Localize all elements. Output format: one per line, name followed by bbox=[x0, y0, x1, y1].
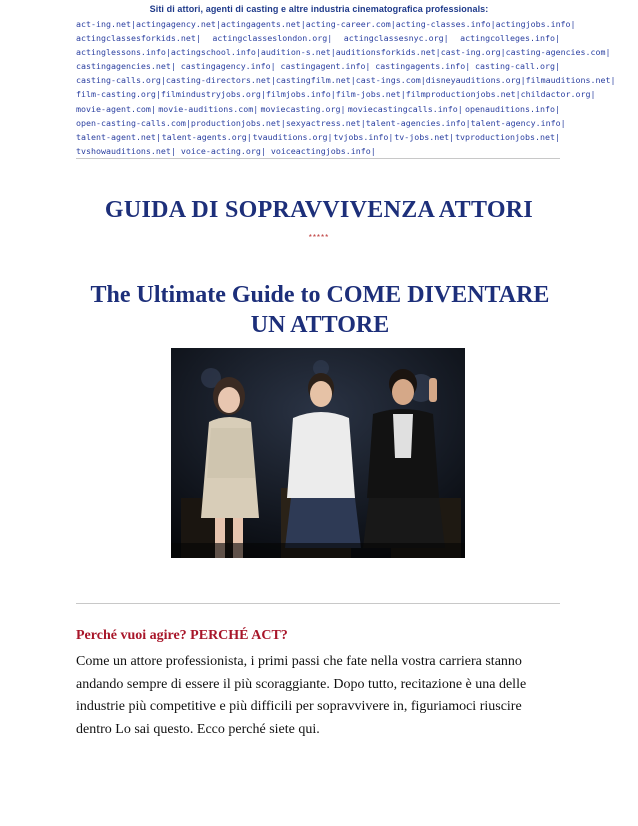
site-link[interactable]: acting-career.com| bbox=[305, 19, 396, 29]
site-link[interactable]: film-jobs.net| bbox=[335, 89, 406, 100]
site-link[interactable]: casting-directors.net| bbox=[165, 75, 276, 86]
site-link[interactable]: talent-agencies.info| bbox=[365, 117, 471, 128]
site-link[interactable]: childactor.org| bbox=[520, 89, 596, 100]
site-link[interactable]: disneyauditions.org| bbox=[425, 75, 526, 86]
site-link[interactable]: voiceactingjobs.info| bbox=[265, 145, 376, 156]
site-link[interactable]: voice-acting.org| bbox=[175, 145, 266, 156]
site-link[interactable]: talent-agents.org| bbox=[161, 131, 252, 142]
site-link[interactable]: tv-jobs.net| bbox=[394, 131, 455, 142]
site-link[interactable]: casting-agencies.com| bbox=[505, 47, 611, 58]
site-link[interactable]: film-casting.org| bbox=[76, 89, 161, 100]
site-link[interactable]: casting-calls.org| bbox=[76, 75, 166, 86]
site-link[interactable]: act-ing.net| bbox=[76, 19, 136, 29]
site-link[interactable]: tvjobs.info| bbox=[333, 131, 394, 142]
site-link[interactable]: tvproductionjobs.net| bbox=[455, 131, 560, 142]
actors-photo bbox=[171, 348, 465, 558]
subtitle: The Ultimate Guide to COME DIVENTARE UN ATTORE bbox=[90, 282, 550, 338]
site-link[interactable]: actinglessons.info| bbox=[76, 47, 171, 58]
site-link[interactable]: filmindustryjobs.org| bbox=[160, 89, 266, 100]
link-line bbox=[76, 116, 566, 130]
site-link[interactable]: tvauditions.org| bbox=[252, 131, 333, 142]
site-link[interactable]: audition-s.net| bbox=[260, 47, 336, 58]
site-link[interactable]: open-casting-calls.com| bbox=[76, 117, 191, 128]
site-link[interactable]: talent-agent.net| bbox=[76, 131, 161, 142]
site-link[interactable]: cast-ings.com| bbox=[355, 75, 426, 86]
site-link[interactable]: movie-agent.com| bbox=[76, 103, 156, 114]
site-link[interactable]: moviecasting.org| bbox=[260, 103, 346, 114]
site-link[interactable]: castingagencies.net| bbox=[76, 61, 176, 72]
link-line bbox=[76, 73, 616, 87]
main-title: GUIDA DI SOPRAVVIVENZA ATTORI bbox=[104, 197, 534, 223]
link-line bbox=[76, 31, 560, 45]
link-line bbox=[76, 102, 560, 116]
site-link[interactable]: actingschool.info| bbox=[170, 47, 261, 58]
site-link[interactable]: castingagents.info| bbox=[375, 61, 471, 72]
site-link[interactable]: castingfilm.net| bbox=[275, 75, 356, 86]
site-link[interactable]: filmproductionjobs.net| bbox=[405, 89, 521, 100]
site-link[interactable]: acting-classes.info| bbox=[395, 19, 496, 29]
section-body: Come un attore professionista, i primi passi che fate nella vostra carriera stanno andando sempre di essere il più scoraggiante. Dopo tutto, recitazione è una delle industrie più competitive e più difficili per sopravvivere in, figuriamoci riuscire dentro Lo sai questo. Ecco perché siete qui. bbox=[76, 654, 527, 737]
link-line bbox=[76, 59, 560, 73]
site-link[interactable]: cast-ing.org| bbox=[440, 47, 506, 58]
site-link[interactable]: actingclasseslondon.org| bbox=[212, 33, 333, 44]
site-link[interactable]: sexyactress.net| bbox=[285, 117, 366, 128]
site-link[interactable]: productionjobs.net| bbox=[190, 117, 286, 128]
site-link[interactable]: moviecastingcalls.info| bbox=[347, 103, 463, 114]
link-list bbox=[76, 17, 616, 158]
site-link[interactable]: movie-auditions.com| bbox=[158, 103, 259, 114]
link-line bbox=[76, 87, 596, 101]
header-title: Siti di attori, agenti di casting e altre industria cinematografica professionals: bbox=[149, 4, 489, 14]
divider-top bbox=[76, 158, 560, 159]
site-link[interactable]: actingagents.net| bbox=[220, 19, 306, 29]
site-link[interactable]: actingagency.net| bbox=[135, 19, 221, 29]
site-link[interactable]: filmjobs.info| bbox=[265, 89, 336, 100]
link-line bbox=[76, 45, 611, 59]
site-link[interactable]: tvshowauditions.net| bbox=[76, 145, 176, 156]
site-link[interactable]: talent-agency.info| bbox=[470, 117, 566, 128]
site-link[interactable]: auditionsforkids.net| bbox=[335, 47, 441, 58]
site-link[interactable]: castingagency.info| bbox=[180, 61, 276, 72]
section-heading: Perché vuoi agire? PERCHÉ ACT? bbox=[76, 628, 288, 643]
site-link[interactable]: openauditions.info| bbox=[465, 103, 560, 114]
link-line bbox=[76, 144, 560, 158]
stars-ornament: ***** bbox=[308, 233, 330, 242]
link-line bbox=[76, 17, 576, 31]
site-link[interactable]: filmauditions.net| bbox=[525, 75, 616, 86]
link-line bbox=[76, 130, 560, 144]
site-link[interactable]: actingclassesnyc.org| bbox=[343, 33, 449, 44]
divider-bottom bbox=[76, 603, 560, 604]
site-link[interactable]: actingclassesforkids.net| bbox=[76, 33, 201, 44]
site-link[interactable]: actingjobs.info| bbox=[495, 19, 576, 29]
site-link[interactable]: actingcolleges.info| bbox=[460, 33, 560, 44]
site-link[interactable]: castingagent.info| bbox=[280, 61, 371, 72]
site-link[interactable]: casting-call.org| bbox=[475, 61, 560, 72]
